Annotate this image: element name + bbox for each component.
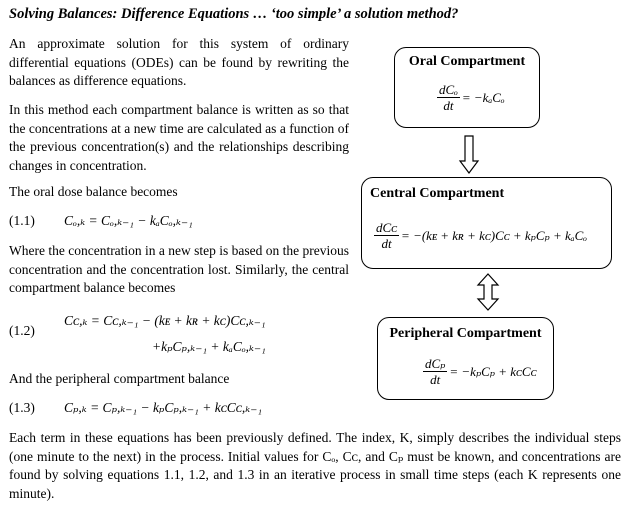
peripheral-compartment-title: Peripheral Compartment	[389, 326, 542, 341]
oral-compartment-title: Oral Compartment	[408, 54, 526, 69]
oral-compartment-equation	[437, 82, 505, 113]
closing-paragraph: Each term in these equations has been previously defined. The index, K, simply describes the individual steps (one minute to the next) in the process. Initial values for Cₒ, Cᴄ, and Cₚ must be known, and concentrations are found by solving equations 1.1, 1.2, and 1.3 in an iterative process in small time steps (each K represents one minute).	[9, 430, 621, 501]
equation-1: Cₒ,ₖ = Cₒ,ₖ₋₁ − kₐCₒ,ₖ₋₁	[64, 213, 193, 228]
central-derivative-rhs: = −(kᴇ + kʀ + kᴄ)Cᴄ + kₚCₚ + kₐCₒ	[401, 227, 587, 243]
page-title: Solving Balances: Difference Equations … ‘too simple’ a solution method?	[9, 6, 459, 22]
intro-paragraph: An approximate solution for this system of ordinary differential equations (ODEs) can be found by rewriting the balances as difference equations.	[9, 36, 349, 88]
oral-derivative-denominator: dt	[443, 98, 454, 113]
equation-3-label: (1.3)	[9, 400, 35, 415]
central-compartment-title: Central Compartment	[370, 186, 505, 201]
central-compartment-box	[361, 177, 612, 269]
down-arrow-icon	[458, 135, 480, 175]
oral-derivative-numerator: dCₒ	[439, 82, 458, 97]
peripheral-compartment-equation	[423, 356, 536, 387]
central-compartment-equation	[374, 220, 587, 251]
central-derivative-numerator: dCᴄ	[376, 220, 398, 235]
oral-dose-paragraph: The oral dose balance becomes	[9, 184, 178, 199]
peripheral-derivative-numerator: dCₚ	[425, 356, 446, 371]
peripheral-paragraph: And the peripheral compartment balance	[9, 371, 230, 386]
peripheral-derivative-rhs: = −kₚCₚ + kᴄCᴄ	[449, 363, 537, 379]
oral-derivative-rhs: = −kₐCₒ	[461, 89, 505, 105]
where-paragraph: Where the concentration in a new step is based on the previous concentration and the concentration lost. Similarly, the central compartment balance becomes	[9, 243, 350, 295]
peripheral-compartment-box	[377, 317, 554, 400]
equation-2-line-2: +kₚCₚ,ₖ₋₁ + kₐCₒ,ₖ₋₁	[152, 339, 266, 354]
equation-2-line-1: Cᴄ,ₖ = Cᴄ,ₖ₋₁ − (kᴇ + kʀ + kᴄ)Cᴄ,ₖ₋₁	[64, 313, 266, 328]
equation-1-label: (1.1)	[9, 213, 35, 228]
peripheral-derivative-denominator: dt	[430, 372, 441, 387]
method-paragraph: In this method each compartment balance is written as so that the concentrations at a new time are calculated as a function of the previous concentration(s) and the relationships describing changes in concentration.	[9, 102, 349, 173]
equation-2-label: (1.2)	[9, 323, 35, 338]
oral-compartment-box	[394, 47, 540, 128]
equation-3: Cₚ,ₖ = Cₚ,ₖ₋₁ − kₚCₚ,ₖ₋₁ + kᴄCᴄ,ₖ₋₁	[64, 400, 263, 415]
central-derivative-denominator: dt	[381, 236, 392, 251]
double-arrow-icon	[476, 272, 500, 312]
